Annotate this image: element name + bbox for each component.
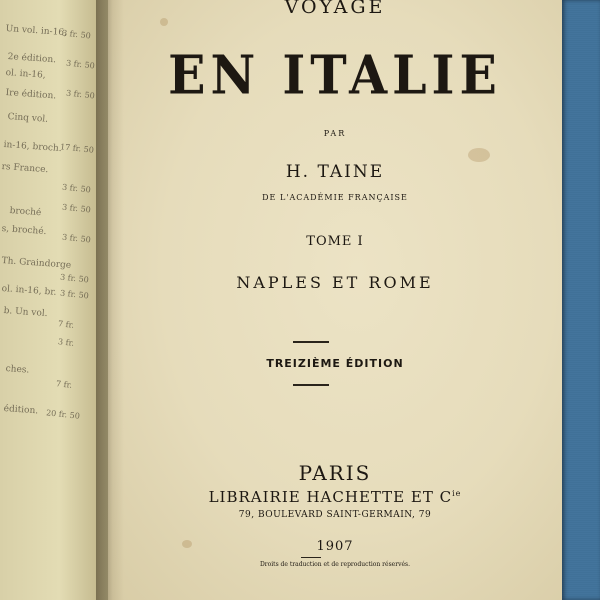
volume-label: TOME I bbox=[306, 234, 364, 249]
over-title: VOYAGE bbox=[284, 0, 386, 18]
divider-rule bbox=[293, 384, 329, 386]
catalog-price: 3 fr. 50 bbox=[65, 58, 96, 71]
catalog-price: 3 fr. 50 bbox=[61, 202, 92, 215]
catalog-line: s, broché. bbox=[1, 224, 47, 238]
catalog-line: Ire édition. bbox=[5, 88, 57, 102]
catalog-line: 2e édition. bbox=[7, 52, 57, 66]
volume-subtitle: NAPLES ET ROME bbox=[236, 273, 434, 292]
foxing-spot bbox=[160, 18, 168, 26]
catalog-line: ol. in-16, br. bbox=[1, 284, 57, 298]
catalog-line: Un vol. in-16, bbox=[5, 24, 68, 39]
catalog-price: 3 fr. bbox=[57, 337, 75, 348]
catalog-price: 20 fr. 50 bbox=[45, 408, 81, 421]
catalog-price: 7 fr. bbox=[57, 319, 75, 330]
publisher-text: LIBRAIRIE HACHETTE ET C bbox=[208, 488, 453, 506]
catalog-line: ches. bbox=[5, 364, 30, 376]
publisher-address: 79, BOULEVARD SAINT-GERMAIN, 79 bbox=[238, 510, 432, 520]
author-name: H. TAINE bbox=[285, 162, 385, 182]
publication-year: 1907 bbox=[316, 539, 354, 554]
catalog-price: 3 fr. 50 bbox=[61, 232, 92, 245]
catalog-price: 17 fr. 50 bbox=[59, 142, 95, 155]
divider-rule bbox=[293, 341, 329, 343]
book-cover-edge bbox=[562, 0, 600, 600]
catalog-price: 3 fr. 50 bbox=[59, 288, 90, 301]
catalog-line: rs France. bbox=[1, 162, 49, 176]
rights-notice: Droits de traduction et de reproduction réservés. bbox=[259, 561, 411, 568]
catalog-price: 3 fr. 50 bbox=[61, 28, 92, 41]
catalog-line: édition. bbox=[3, 404, 39, 417]
catalog-line: in-16, broch. bbox=[3, 140, 62, 155]
facing-page bbox=[0, 0, 108, 600]
divider-rule bbox=[301, 557, 321, 558]
publisher-superscript: ie bbox=[452, 489, 462, 498]
catalog-line: b. Un vol. bbox=[3, 306, 48, 320]
catalog-price: 3 fr. 50 bbox=[65, 88, 96, 101]
foxing-spot bbox=[468, 148, 490, 162]
catalog-price: 3 fr. 50 bbox=[59, 272, 90, 285]
catalog-line: broché bbox=[9, 206, 42, 219]
par-label: PAR bbox=[323, 129, 347, 138]
catalog-price: 3 fr. 50 bbox=[61, 182, 92, 195]
catalog-line: ol. in-16, bbox=[5, 68, 46, 81]
author-affiliation: DE L'ACADÉMIE FRANÇAISE bbox=[262, 193, 408, 202]
catalog-price: 7 fr. bbox=[55, 379, 73, 390]
catalog-line: Cinq vol. bbox=[7, 112, 49, 125]
catalog-line: Th. Graindorge bbox=[1, 256, 72, 271]
publication-city: PARIS bbox=[298, 461, 372, 485]
publisher-name bbox=[108, 488, 562, 506]
book-title: EN ITALIE bbox=[168, 43, 502, 107]
edition-label: TREIZIÈME ÉDITION bbox=[266, 357, 404, 370]
